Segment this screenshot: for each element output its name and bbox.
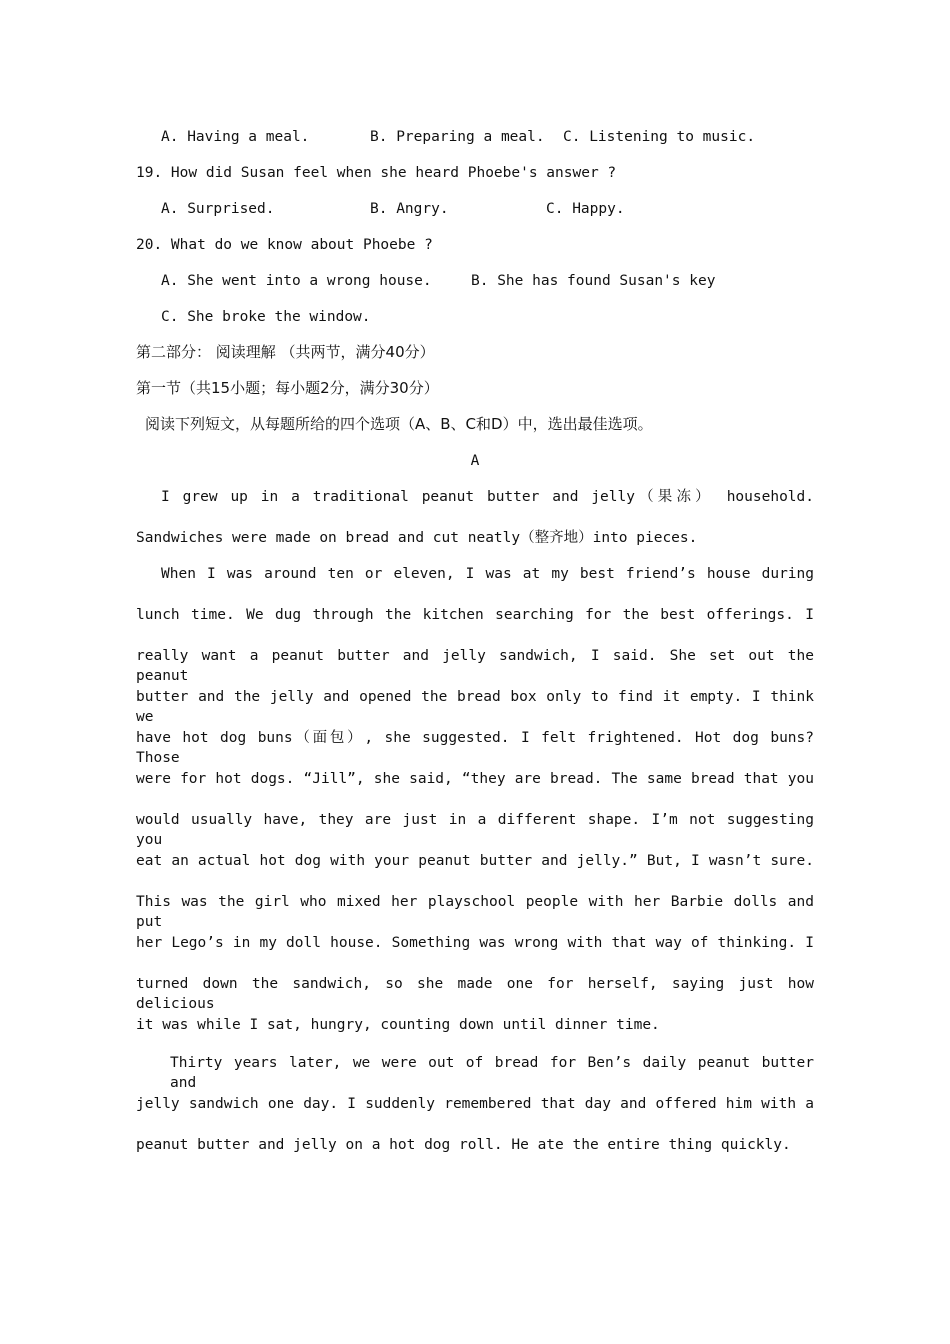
- passage-p2-line-1: When I was around ten or eleven, I was at my best friend’s house during: [161, 566, 814, 582]
- q20-option-a: A. She went into a wrong house.: [161, 273, 432, 289]
- q19-option-c: C. Happy.: [546, 201, 625, 217]
- passage-p3-line-1: Thirty years later, we were out of bread for Ben’s daily peanut butter and: [170, 1055, 814, 1091]
- passage-label: A: [470, 453, 480, 469]
- passage-p2-line-5: have hot dog buns（面包）, she suggested. I felt frightened. Hot dog buns? Those: [136, 730, 814, 766]
- passage-p2-line-3: really want a peanut butter and jelly sandwich, I said. She set out the peanut: [136, 648, 814, 684]
- reading-instruction: 阅读下列短文，从每题所给的四个选项（A、B、C和D）中，选出最佳选项。: [145, 415, 653, 433]
- passage-p2-line-8: eat an actual hot dog with your peanut butter and jelly.” But, I wasn’t sure.: [136, 853, 814, 869]
- q18-option-b: B. Preparing a meal.: [370, 129, 545, 145]
- passage-p1-line-1: I grew up in a traditional peanut butter and jelly（果冻） household.: [161, 489, 814, 505]
- passage-p2-line-9: This was the girl who mixed her playschool people with her Barbie dolls and put: [136, 894, 814, 930]
- passage-p3-line-3: peanut butter and jelly on a hot dog roll. He ate the entire thing quickly.: [136, 1137, 791, 1153]
- q20-option-b: B. She has found Susan's key: [471, 273, 716, 289]
- q18-option-a: A. Having a meal.: [161, 129, 310, 145]
- passage-p2-line-10: her Lego’s in my doll house. Something was wrong with that way of thinking. I: [136, 935, 814, 951]
- section-one-heading: 第一节（共15小题；每小题2分，满分30分）: [136, 379, 439, 397]
- passage-p2-line-12: it was while I sat, hungry, counting down until dinner time.: [136, 1017, 660, 1033]
- q18-option-c: C. Listening to music.: [563, 129, 756, 145]
- q19-question: 19. How did Susan feel when she heard Phoebe's answer ?: [136, 165, 617, 181]
- passage-p3-line-2: jelly sandwich one day. I suddenly remembered that day and offered him with a: [136, 1096, 814, 1112]
- part-two-heading: 第二部分： 阅读理解 （共两节，满分40分）: [136, 343, 435, 361]
- passage-p1-line-2: Sandwiches were made on bread and cut neatly（整齐地）into pieces.: [136, 530, 698, 546]
- q20-option-c: C. She broke the window.: [161, 309, 371, 325]
- q20-question: 20. What do we know about Phoebe ?: [136, 237, 433, 253]
- passage-p2-line-11: turned down the sandwich, so she made one for herself, saying just how delicious: [136, 976, 814, 1012]
- passage-p2-line-7: would usually have, they are just in a different shape. I’m not suggesting you: [136, 812, 814, 848]
- q19-option-b: B. Angry.: [370, 201, 449, 217]
- passage-p2-line-4: butter and the jelly and opened the bread box only to find it empty. I think we: [136, 689, 814, 725]
- q19-option-a: A. Surprised.: [161, 201, 275, 217]
- passage-p2-line-6: were for hot dogs. “Jill”, she said, “they are bread. The same bread that you: [136, 771, 814, 787]
- passage-p2-line-2: lunch time. We dug through the kitchen searching for the best offerings. I: [136, 607, 814, 623]
